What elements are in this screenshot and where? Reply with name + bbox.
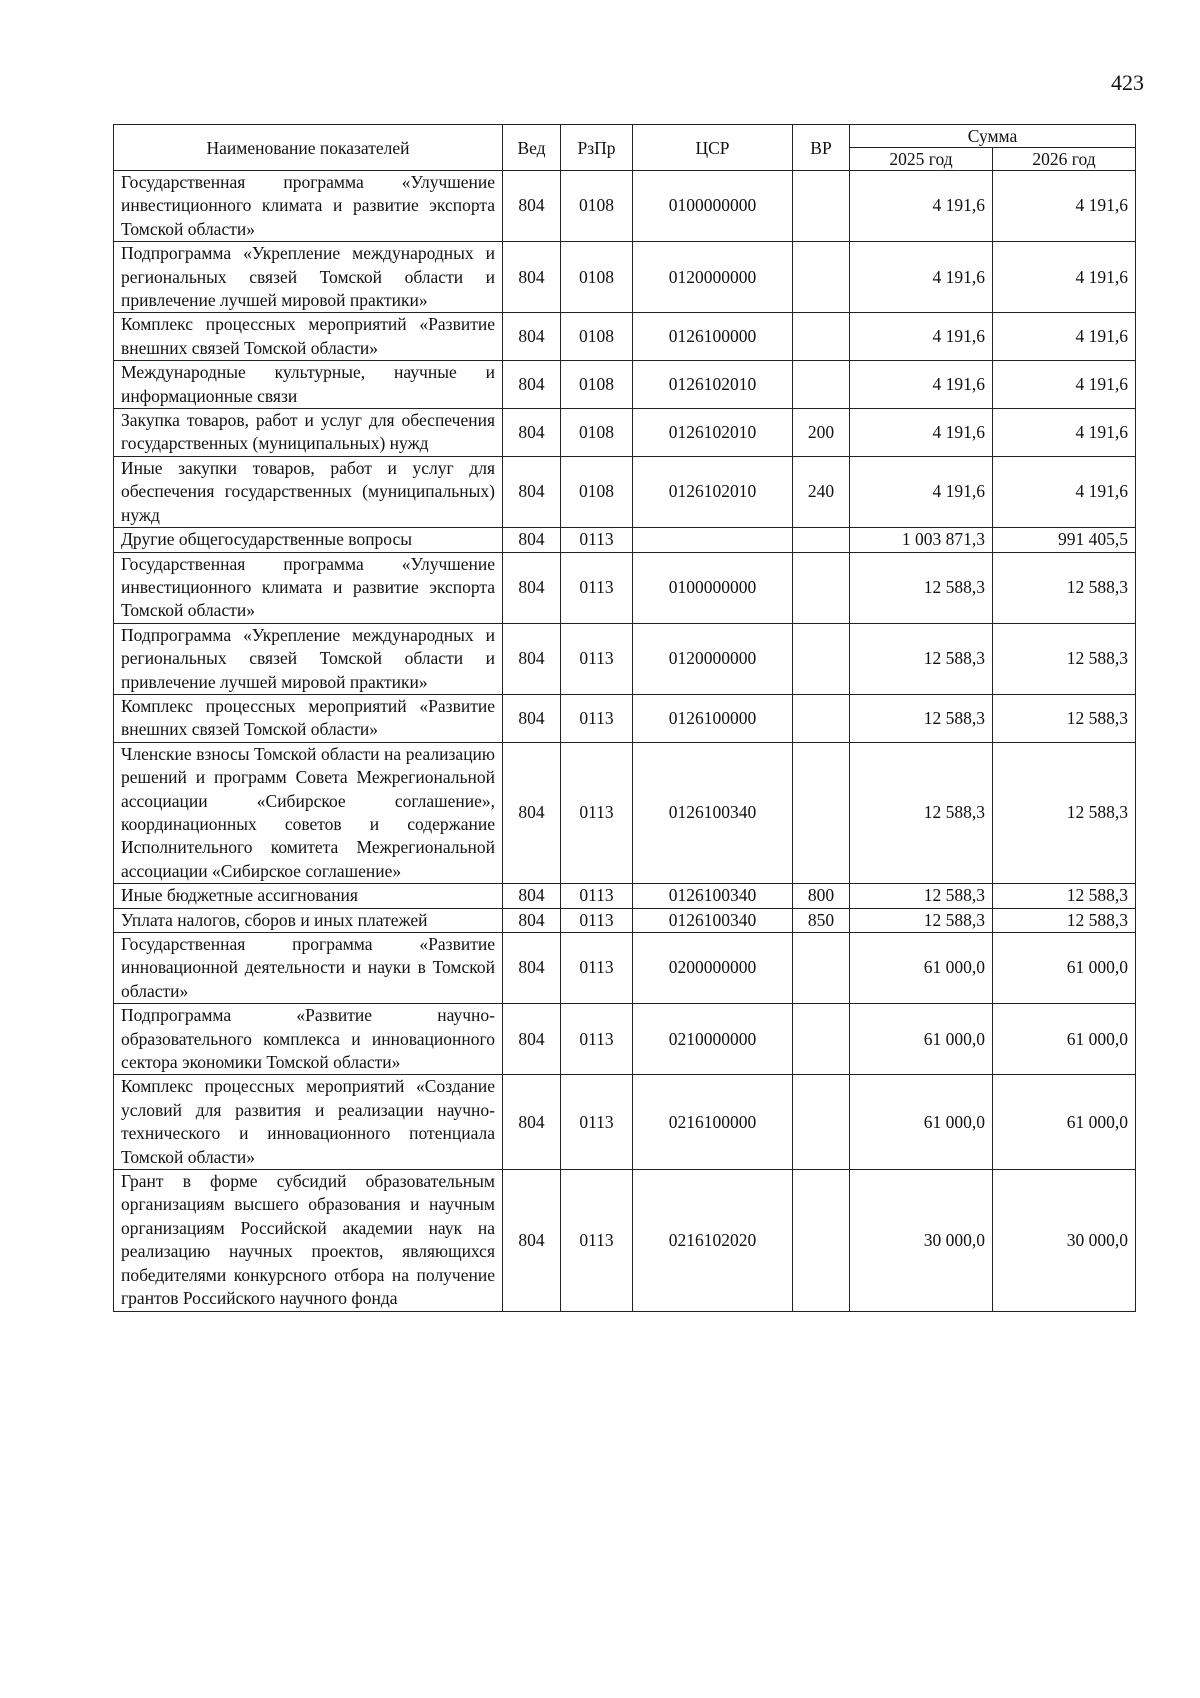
table-row	[114, 623, 1136, 694]
cell-ved: 804	[503, 694, 561, 742]
cell-sum-2025: 61 000,0	[850, 1075, 993, 1170]
header-sum: Сумма	[850, 125, 1136, 148]
cell-name: Подпрограмма «Укрепление международных и региональных связей Томской области и привлечение лучшей мировой практики»	[114, 242, 503, 313]
cell-ved: 804	[503, 313, 561, 361]
cell-sum-2025: 12 588,3	[850, 623, 993, 694]
cell-sum-2026: 4 191,6	[993, 171, 1136, 242]
cell-rzpr: 0113	[561, 552, 633, 623]
cell-sum-2025: 4 191,6	[850, 313, 993, 361]
cell-rzpr: 0113	[561, 694, 633, 742]
cell-csr: 0200000000	[633, 933, 793, 1004]
cell-sum-2025: 12 588,3	[850, 884, 993, 908]
cell-csr: 0216102020	[633, 1170, 793, 1311]
cell-ved: 804	[503, 1004, 561, 1075]
cell-rzpr: 0108	[561, 313, 633, 361]
cell-csr: 0100000000	[633, 552, 793, 623]
cell-csr: 0210000000	[633, 1004, 793, 1075]
cell-sum-2025: 4 191,6	[850, 171, 993, 242]
table-row	[114, 528, 1136, 552]
cell-csr: 0126100000	[633, 313, 793, 361]
table-body	[114, 171, 1136, 1312]
cell-name: Иные закупки товаров, работ и услуг для обеспечения государственных (муниципальных) нужд	[114, 456, 503, 527]
cell-csr: 0126102010	[633, 409, 793, 457]
table-row	[114, 171, 1136, 242]
cell-vr	[793, 528, 850, 552]
cell-ved: 804	[503, 933, 561, 1004]
cell-ved: 804	[503, 908, 561, 932]
cell-ved: 804	[503, 456, 561, 527]
cell-csr: 0126102010	[633, 361, 793, 409]
cell-vr	[793, 552, 850, 623]
cell-csr: 0126100340	[633, 742, 793, 883]
cell-name: Комплекс процессных мероприятий «Развитие внешних связей Томской области»	[114, 313, 503, 361]
header-name: Наименование показателей	[114, 125, 503, 171]
cell-vr: 240	[793, 456, 850, 527]
cell-rzpr: 0113	[561, 1075, 633, 1170]
cell-sum-2026: 991 405,5	[993, 528, 1136, 552]
cell-vr: 850	[793, 908, 850, 932]
cell-vr	[793, 623, 850, 694]
cell-sum-2025: 61 000,0	[850, 1004, 993, 1075]
header-ved: Вед	[503, 125, 561, 171]
table-row	[114, 933, 1136, 1004]
header-year-2026: 2026 год	[993, 148, 1136, 171]
cell-csr: 0216100000	[633, 1075, 793, 1170]
cell-ved: 804	[503, 1170, 561, 1311]
cell-vr	[793, 313, 850, 361]
cell-sum-2025: 4 191,6	[850, 361, 993, 409]
cell-csr: 0120000000	[633, 242, 793, 313]
table-row	[114, 1075, 1136, 1170]
cell-sum-2026: 4 191,6	[993, 361, 1136, 409]
cell-sum-2025: 4 191,6	[850, 242, 993, 313]
cell-rzpr: 0113	[561, 1170, 633, 1311]
cell-rzpr: 0108	[561, 171, 633, 242]
cell-name: Членские взносы Томской области на реализацию решений и программ Совета Межрегиональной ассоциации «Сибирское соглашение», координационных советов и содержание Исполнительного комитета Межрегиональной ассоциации «Сибирское соглашение»	[114, 742, 503, 883]
cell-name: Закупка товаров, работ и услуг для обеспечения государственных (муниципальных) нужд	[114, 409, 503, 457]
cell-vr	[793, 1075, 850, 1170]
cell-name: Подпрограмма «Укрепление международных и региональных связей Томской области и привлечение лучшей мировой практики»	[114, 623, 503, 694]
cell-name: Государственная программа «Улучшение инвестиционного климата и развитие экспорта Томской области»	[114, 171, 503, 242]
table-row	[114, 1170, 1136, 1311]
cell-rzpr: 0113	[561, 623, 633, 694]
cell-rzpr: 0108	[561, 409, 633, 457]
cell-sum-2026: 12 588,3	[993, 623, 1136, 694]
table-row	[114, 313, 1136, 361]
cell-sum-2026: 61 000,0	[993, 1075, 1136, 1170]
cell-vr	[793, 361, 850, 409]
cell-csr: 0126100340	[633, 908, 793, 932]
cell-ved: 804	[503, 171, 561, 242]
cell-sum-2025: 4 191,6	[850, 409, 993, 457]
table-row	[114, 1004, 1136, 1075]
cell-name: Другие общегосударственные вопросы	[114, 528, 503, 552]
cell-sum-2025: 12 588,3	[850, 742, 993, 883]
cell-sum-2025: 12 588,3	[850, 908, 993, 932]
cell-ved: 804	[503, 1075, 561, 1170]
cell-csr: 0120000000	[633, 623, 793, 694]
cell-rzpr: 0113	[561, 908, 633, 932]
cell-rzpr: 0113	[561, 1004, 633, 1075]
table-row	[114, 552, 1136, 623]
cell-vr	[793, 1170, 850, 1311]
cell-rzpr: 0113	[561, 933, 633, 1004]
cell-ved: 804	[503, 528, 561, 552]
budget-table	[113, 124, 1136, 1312]
cell-name: Комплекс процессных мероприятий «Создание условий для развития и реализации научно-технического и инновационного потенциала Томской области»	[114, 1075, 503, 1170]
cell-sum-2026: 4 191,6	[993, 409, 1136, 457]
table-row	[114, 694, 1136, 742]
cell-rzpr: 0108	[561, 242, 633, 313]
cell-ved: 804	[503, 552, 561, 623]
page-number: 423	[1111, 70, 1144, 95]
cell-sum-2026: 12 588,3	[993, 884, 1136, 908]
cell-sum-2025: 61 000,0	[850, 933, 993, 1004]
table-row	[114, 456, 1136, 527]
cell-vr	[793, 694, 850, 742]
table-row	[114, 884, 1136, 908]
cell-sum-2025: 1 003 871,3	[850, 528, 993, 552]
header-year-2025: 2025 год	[850, 148, 993, 171]
table-row	[114, 908, 1136, 932]
cell-sum-2026: 12 588,3	[993, 742, 1136, 883]
cell-rzpr: 0113	[561, 528, 633, 552]
cell-csr	[633, 528, 793, 552]
cell-sum-2026: 61 000,0	[993, 933, 1136, 1004]
cell-name: Международные культурные, научные и информационные связи	[114, 361, 503, 409]
cell-ved: 804	[503, 361, 561, 409]
cell-ved: 804	[503, 884, 561, 908]
cell-sum-2026: 12 588,3	[993, 552, 1136, 623]
cell-sum-2026: 4 191,6	[993, 456, 1136, 527]
cell-ved: 804	[503, 409, 561, 457]
cell-sum-2026: 12 588,3	[993, 908, 1136, 932]
header-vr: ВР	[793, 125, 850, 171]
cell-name: Государственная программа «Улучшение инвестиционного климата и развитие экспорта Томской области»	[114, 552, 503, 623]
cell-sum-2025: 12 588,3	[850, 694, 993, 742]
cell-name: Подпрограмма «Развитие научно-образовательного комплекса и инновационного сектора экономики Томской области»	[114, 1004, 503, 1075]
cell-vr	[793, 171, 850, 242]
cell-ved: 804	[503, 742, 561, 883]
cell-csr: 0126100000	[633, 694, 793, 742]
cell-sum-2026: 4 191,6	[993, 313, 1136, 361]
cell-sum-2025: 12 588,3	[850, 552, 993, 623]
cell-ved: 804	[503, 242, 561, 313]
cell-vr	[793, 742, 850, 883]
cell-ved: 804	[503, 623, 561, 694]
cell-sum-2026: 61 000,0	[993, 1004, 1136, 1075]
cell-sum-2026: 4 191,6	[993, 242, 1136, 313]
cell-csr: 0126100340	[633, 884, 793, 908]
table-row	[114, 361, 1136, 409]
cell-name: Государственная программа «Развитие инновационной деятельности и науки в Томской области»	[114, 933, 503, 1004]
cell-vr	[793, 933, 850, 1004]
cell-csr: 0126102010	[633, 456, 793, 527]
cell-sum-2026: 30 000,0	[993, 1170, 1136, 1311]
cell-name: Грант в форме субсидий образовательным организациям высшего образования и научным организациям Российской академии наук на реализацию научных проектов, являющихся победителями конкурсного отбора на получение грантов Российского научного фонда	[114, 1170, 503, 1311]
cell-sum-2026: 12 588,3	[993, 694, 1136, 742]
cell-rzpr: 0108	[561, 456, 633, 527]
cell-rzpr: 0113	[561, 742, 633, 883]
header-rzpr: РзПр	[561, 125, 633, 171]
cell-csr: 0100000000	[633, 171, 793, 242]
cell-vr: 800	[793, 884, 850, 908]
cell-name: Уплата налогов, сборов и иных платежей	[114, 908, 503, 932]
table-row	[114, 409, 1136, 457]
cell-rzpr: 0108	[561, 361, 633, 409]
cell-vr: 200	[793, 409, 850, 457]
table-row	[114, 242, 1136, 313]
header-csr: ЦСР	[633, 125, 793, 171]
table-header	[114, 125, 1136, 171]
cell-sum-2025: 30 000,0	[850, 1170, 993, 1311]
table-row	[114, 742, 1136, 883]
cell-vr	[793, 242, 850, 313]
cell-sum-2025: 4 191,6	[850, 456, 993, 527]
cell-vr	[793, 1004, 850, 1075]
cell-name: Иные бюджетные ассигнования	[114, 884, 503, 908]
cell-rzpr: 0113	[561, 884, 633, 908]
cell-name: Комплекс процессных мероприятий «Развитие внешних связей Томской области»	[114, 694, 503, 742]
